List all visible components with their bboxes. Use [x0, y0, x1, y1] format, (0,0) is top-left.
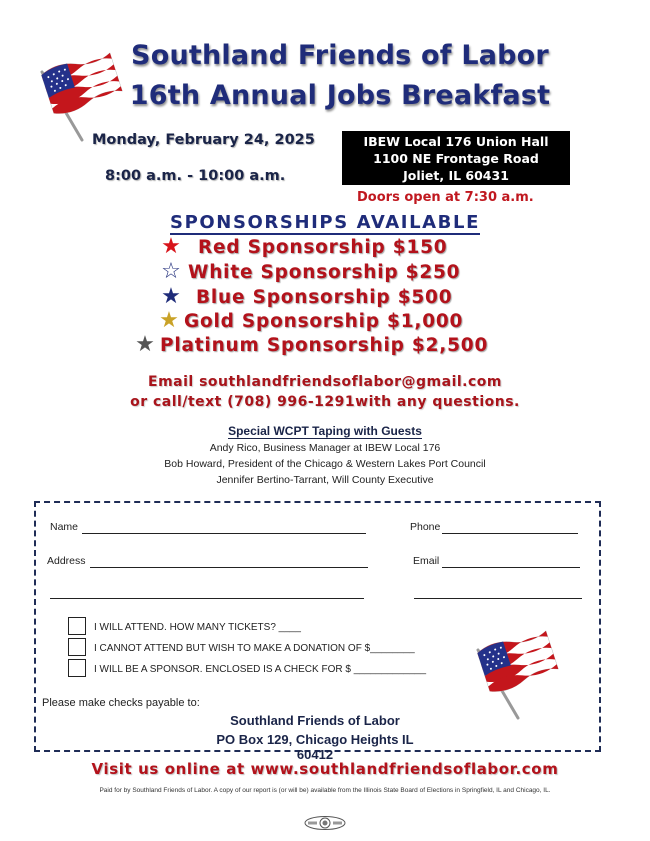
blue-star-icon: ★: [161, 284, 181, 309]
sponsorships-heading: SPONSORSHIPS AVAILABLE: [170, 212, 480, 233]
doors-open-note: Doors open at 7:30 a.m.: [357, 190, 534, 205]
american-flag-icon: [470, 622, 560, 722]
gold-star-icon: ★: [159, 308, 179, 333]
event-time: 8:00 a.m. - 10:00 a.m.: [105, 168, 286, 184]
guest-item: Andy Rico, Business Manager at IBEW Local 176: [209, 442, 441, 454]
contact-phone: or call/text (708) 996-1291with any questions.: [130, 394, 520, 410]
donation-option-label: I CANNOT ATTEND BUT WISH TO MAKE A DONATION OF $________: [94, 643, 415, 654]
page-title: Southland Friends of Labor: [131, 40, 549, 71]
website-link: Visit us online at www.southlandfriendsoflabor.com: [91, 760, 559, 778]
name-label: Name: [50, 521, 79, 533]
event-date: Monday, February 24, 2025: [92, 132, 315, 148]
sponsorship-gold: [156, 309, 463, 333]
donation-checkbox[interactable]: [68, 638, 86, 656]
payable-label: Please make checks payable to:: [42, 697, 200, 709]
sponsorship-label: Red Sponsorship $150: [198, 236, 448, 258]
union-bug-logo: [303, 815, 347, 831]
red-star-icon: ★: [161, 234, 181, 259]
sponsorship-platinum: [132, 333, 488, 357]
payee-name: Southland Friends of Labor: [230, 713, 400, 728]
phone-label: Phone: [410, 521, 441, 533]
payee-address: PO Box 129, Chicago Heights IL 60412: [216, 732, 414, 762]
sponsorship-label: Blue Sponsorship $500: [196, 286, 453, 308]
venue-name: IBEW Local 176 Union Hall: [363, 134, 549, 149]
sponsorship-blue: [158, 285, 452, 309]
address-label: Address: [47, 555, 86, 567]
email-field[interactable]: [442, 567, 580, 568]
sponsor-option-label: I WILL BE A SPONSOR. ENCLOSED IS A CHECK FOR $ _____________: [94, 664, 427, 675]
sponsorship-label: Gold Sponsorship $1,000: [184, 310, 464, 332]
name-field[interactable]: [82, 533, 366, 534]
guest-item: Jennifer Bertino-Tarrant, Will County Executive: [216, 474, 434, 486]
white-star-icon: ☆: [161, 259, 181, 284]
attend-option-label: I WILL ATTEND. HOW MANY TICKETS? ____: [94, 622, 301, 633]
paid-for-disclaimer: Paid for by Southland Friends of Labor. A copy of our report is (or will be) available from the Illinois State Board of Elections in Springfield, IL and Chicago, IL.: [99, 787, 551, 794]
sponsorship-red: [158, 235, 447, 259]
phone-field[interactable]: [442, 533, 578, 534]
guest-item: Bob Howard, President of the Chicago & Western Lakes Port Council: [164, 458, 486, 470]
sponsorship-white: [158, 260, 460, 284]
venue-city: Joliet, IL 60431: [403, 168, 509, 183]
venue-box: [342, 131, 570, 185]
contact-email: Email southlandfriendsoflabor@gmail.com: [148, 374, 502, 390]
page-subtitle: 16th Annual Jobs Breakfast: [129, 80, 551, 111]
gray-star-icon: ★: [135, 332, 155, 357]
sponsorship-label: White Sponsorship $250: [188, 261, 461, 283]
venue-street: 1100 NE Frontage Road: [373, 151, 539, 166]
sponsor-checkbox[interactable]: [68, 659, 86, 677]
address-field[interactable]: [90, 567, 368, 568]
extra-line-field[interactable]: [414, 598, 582, 599]
email-label: Email: [413, 555, 440, 567]
wcpt-heading: Special WCPT Taping with Guests: [228, 424, 422, 438]
address-line-2-field[interactable]: [50, 598, 364, 599]
sponsorship-label: Platinum Sponsorship $2,500: [160, 334, 489, 356]
attend-checkbox[interactable]: [68, 617, 86, 635]
